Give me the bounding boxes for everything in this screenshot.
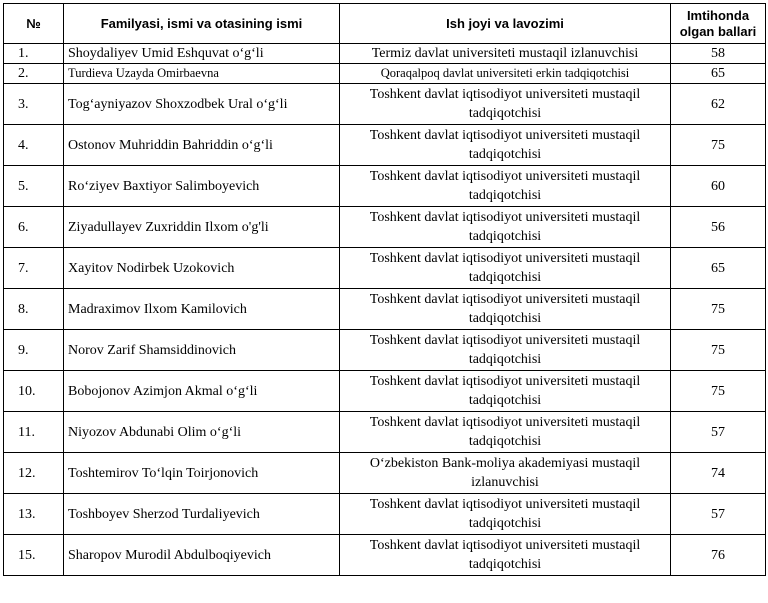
row-full-name: Toshboyev Sherzod Turdaliyevich [64,494,340,535]
header-exam-score [671,4,766,44]
row-workplace: Toshkent davlat iqtisodiyot universiteti mustaqil tadqiqotchisi [340,535,671,576]
row-workplace: Toshkent davlat iqtisodiyot universiteti mustaqil tadqiqotchisi [340,412,671,453]
row-number: 7. [4,248,64,289]
table-row [4,166,766,207]
table-row [4,494,766,535]
table-row [4,535,766,576]
table-row [4,125,766,166]
row-score: 65 [671,64,766,84]
table-row [4,289,766,330]
row-workplace: Toshkent davlat iqtisodiyot universiteti mustaqil tadqiqotchisi [340,125,671,166]
row-number: 8. [4,289,64,330]
row-workplace: O‘zbekiston Bank-moliya akademiyasi mustaqil izlanuvchisi [340,453,671,494]
row-workplace: Toshkent davlat iqtisodiyot universiteti mustaqil tadqiqotchisi [340,371,671,412]
row-full-name: Toshtemirov To‘lqin Toirjonovich [64,453,340,494]
row-score: 75 [671,371,766,412]
row-full-name: Turdieva Uzayda Omirbaevna [64,64,340,84]
row-number: 2. [4,64,64,84]
row-workplace: Toshkent davlat iqtisodiyot universiteti mustaqil tadqiqotchisi [340,330,671,371]
row-score: 60 [671,166,766,207]
row-workplace: Toshkent davlat iqtisodiyot universiteti mustaqil tadqiqotchisi [340,207,671,248]
row-number: 3. [4,84,64,125]
table-row [4,64,766,84]
row-score: 56 [671,207,766,248]
row-full-name: Niyozov Abdunabi Olim o‘g‘li [64,412,340,453]
row-number: 6. [4,207,64,248]
row-workplace: Toshkent davlat iqtisodiyot universiteti mustaqil tadqiqotchisi [340,84,671,125]
row-score: 57 [671,494,766,535]
row-score: 58 [671,44,766,64]
row-number: 1. [4,44,64,64]
row-full-name: Ziyadullayev Zuxriddin Ilxom o'g'li [64,207,340,248]
row-full-name: Shoydaliyev Umid Eshquvat o‘g‘li [64,44,340,64]
row-score: 75 [671,125,766,166]
row-workplace: Toshkent davlat iqtisodiyot universiteti mustaqil tadqiqotchisi [340,289,671,330]
row-score: 75 [671,330,766,371]
row-number: 11. [4,412,64,453]
row-number: 5. [4,166,64,207]
row-full-name: Sharopov Murodil Abdulboqiyevich [64,535,340,576]
row-score: 75 [671,289,766,330]
row-full-name: Ro‘ziyev Baxtiyor Salimboyevich [64,166,340,207]
row-workplace: Termiz davlat universiteti mustaqil izlanuvchisi [340,44,671,64]
header-full-name: Familyasi, ismi va otasining ismi [64,4,340,44]
row-workplace: Toshkent davlat iqtisodiyot universiteti mustaqil tadqiqotchisi [340,494,671,535]
row-workplace: Toshkent davlat iqtisodiyot universiteti mustaqil tadqiqotchisi [340,166,671,207]
header-exam-score-line2: olgan ballari [679,23,757,39]
row-score: 76 [671,535,766,576]
table-row [4,330,766,371]
row-number: 10. [4,371,64,412]
row-full-name: Bobojonov Azimjon Akmal o‘g‘li [64,371,340,412]
table-row [4,371,766,412]
row-full-name: Madraximov Ilxom Kamilovich [64,289,340,330]
row-full-name: Tog‘ayniyazov Shoxzodbek Ural o‘g‘li [64,84,340,125]
row-full-name: Norov Zarif Shamsiddinovich [64,330,340,371]
row-score: 62 [671,84,766,125]
header-exam-score-line1: Imtihonda [686,7,750,23]
row-score: 74 [671,453,766,494]
header-number: № [4,4,64,44]
row-number: 12. [4,453,64,494]
table-row [4,453,766,494]
table-row [4,44,766,64]
row-workplace: Qoraqalpoq davlat universiteti erkin tadqiqotchisi [340,64,671,84]
row-number: 15. [4,535,64,576]
row-number: 4. [4,125,64,166]
row-number: 13. [4,494,64,535]
table-row [4,248,766,289]
row-score: 65 [671,248,766,289]
table-row [4,412,766,453]
document-page [3,3,766,576]
table-row [4,207,766,248]
table-header-row [4,4,766,44]
row-number: 9. [4,330,64,371]
row-full-name: Xayitov Nodirbek Uzokovich [64,248,340,289]
header-workplace: Ish joyi va lavozimi [340,4,671,44]
results-table [3,3,766,576]
row-full-name: Ostonov Muhriddin Bahriddin o‘g‘li [64,125,340,166]
table-row [4,84,766,125]
row-workplace: Toshkent davlat iqtisodiyot universiteti mustaqil tadqiqotchisi [340,248,671,289]
row-score: 57 [671,412,766,453]
